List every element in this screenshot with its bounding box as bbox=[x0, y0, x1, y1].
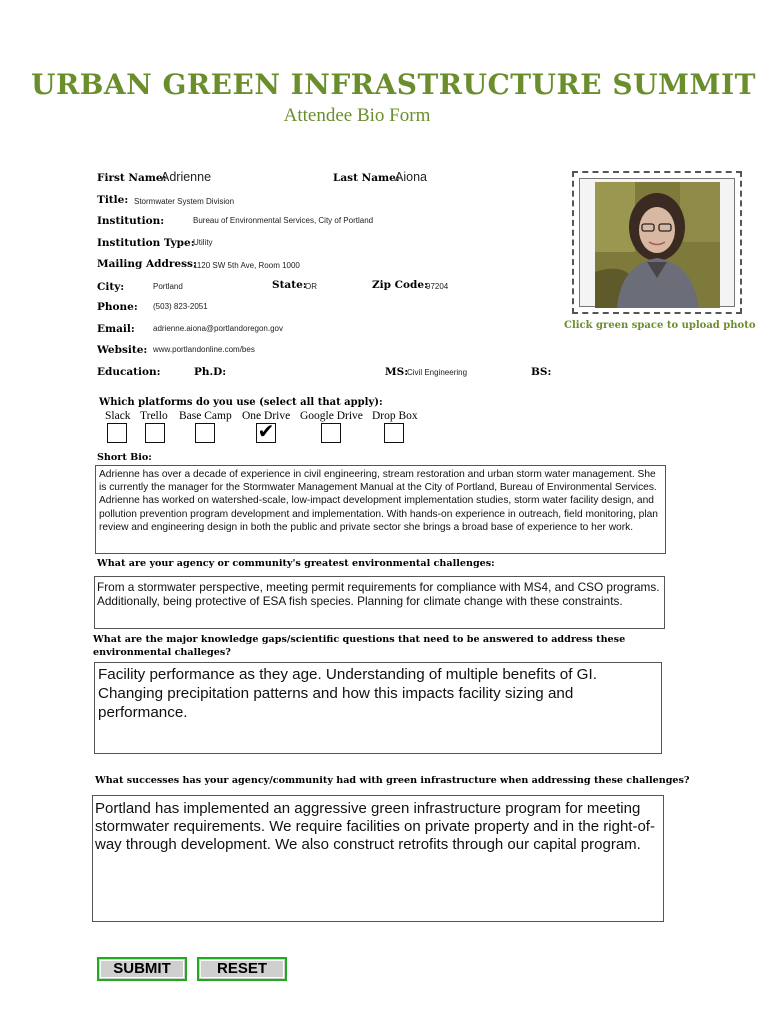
short-bio-label: Short Bio: bbox=[97, 452, 152, 463]
submit-button[interactable]: SUBMIT bbox=[97, 957, 187, 981]
knowledge-gaps-text: Facility performance as they age. Understanding of multiple benefits of GI. Changing precipitation patterns and how this impacts facility sizing and performance. bbox=[98, 666, 597, 721]
page-title: URBAN GREEN INFRASTRUCTURE SUMMIT bbox=[31, 68, 756, 101]
short-bio-text: Adrienne has over a decade of experience in civil engineering, stream restoration and urban storm water management. She is currently the manager for the Stormwater Management Manual at the City of Portland, Bureau of Environmental Services. Adrienne has worked on watershed-scale, low-impact development implementation studies, storm water facility design, and pollution prevention program development and implementation. With hands-on experience in outreach, field monitoring, plan review and engineering design in both the public and private sector she brings a broad base of experience to her work. bbox=[99, 469, 658, 533]
checkbox-trello[interactable] bbox=[145, 423, 165, 443]
attendee-photo bbox=[595, 182, 720, 308]
checkbox-drop-box[interactable] bbox=[384, 423, 404, 443]
phd-label: Ph.D: bbox=[194, 366, 227, 378]
platform-label-google-drive: Google Drive bbox=[300, 410, 363, 422]
checkbox-google-drive[interactable] bbox=[321, 423, 341, 443]
bs-label: BS: bbox=[531, 366, 552, 378]
challenges-textarea[interactable] bbox=[94, 576, 665, 629]
title-field[interactable]: Stormwater System Division bbox=[134, 197, 235, 206]
successes-text: Portland has implemented an aggressive green infrastructure program for meeting stormwater requirements. We require facilities on private property and in the right-of-way through development. We also construct retrofits through our capital program. bbox=[95, 800, 655, 853]
platform-label-base-camp: Base Camp bbox=[179, 410, 232, 422]
checkbox-base-camp[interactable] bbox=[195, 423, 215, 443]
institution-label: Institution: bbox=[97, 215, 165, 227]
first-name-label: First Name: bbox=[97, 172, 167, 184]
city-label: City: bbox=[97, 281, 125, 293]
last-name-label: Last Name: bbox=[333, 172, 400, 184]
platform-label-trello: Trello bbox=[140, 410, 168, 422]
upload-photo-link[interactable]: Click green space to upload photo bbox=[564, 320, 756, 331]
platforms-question: Which platforms do you use (select all that apply): bbox=[99, 397, 383, 408]
zip-field[interactable]: 97204 bbox=[426, 282, 449, 291]
challenges-text: From a stormwater perspective, meeting permit requirements for compliance with MS4, and CSO programs. Additionally, being protective of ESA fish species. Planning for climate change with these constraints. bbox=[97, 580, 660, 608]
page-subtitle: Attendee Bio Form bbox=[283, 105, 431, 126]
website-label: Website: bbox=[97, 344, 148, 356]
reset-button[interactable]: RESET bbox=[197, 957, 287, 981]
education-label: Education: bbox=[97, 366, 161, 378]
institution-type-label: Institution Type: bbox=[97, 237, 195, 249]
ms-label: MS: bbox=[385, 366, 409, 378]
checkbox-slack[interactable] bbox=[107, 423, 127, 443]
challenges-question: What are your agency or community's greatest environmental challenges: bbox=[97, 558, 495, 569]
title-label: Title: bbox=[97, 194, 129, 206]
mailing-address-label: Mailing Address: bbox=[97, 258, 197, 270]
phone-field[interactable]: (503) 823-2051 bbox=[153, 302, 208, 311]
platform-label-one-drive: One Drive bbox=[242, 410, 291, 422]
successes-question: What successes has your agency/community had with green infrastructure when addressing these challenges? bbox=[95, 775, 690, 786]
photo-inner-frame bbox=[579, 178, 735, 307]
institution-field[interactable]: Bureau of Environmental Services, City of Portland bbox=[193, 216, 374, 225]
platform-label-drop-box: Drop Box bbox=[372, 410, 418, 422]
email-field[interactable]: adrienne.aiona@portlandoregon.gov bbox=[153, 324, 283, 333]
checkmark-icon: ✔ bbox=[257, 421, 275, 443]
institution-type-field[interactable]: Utility bbox=[193, 238, 213, 247]
photo-upload-area[interactable] bbox=[572, 171, 742, 314]
last-name-field[interactable]: Aiona bbox=[395, 170, 427, 184]
first-name-field[interactable]: Adrienne bbox=[161, 170, 212, 184]
city-field[interactable]: Portland bbox=[153, 282, 183, 291]
knowledge-gaps-question: What are the major knowledge gaps/scientific questions that need to be answered to address these environmental challeges? bbox=[93, 634, 626, 658]
zip-label: Zip Code: bbox=[372, 279, 428, 291]
mailing-address-field[interactable]: 1120 SW 5th Ave, Room 1000 bbox=[193, 261, 300, 270]
knowledge-gaps-textarea[interactable] bbox=[94, 662, 662, 754]
platform-label-slack: Slack bbox=[105, 410, 131, 422]
state-field[interactable]: OR bbox=[305, 282, 317, 291]
ms-field[interactable]: Civil Engineering bbox=[407, 368, 468, 377]
successes-textarea[interactable] bbox=[92, 795, 664, 922]
state-label: State: bbox=[272, 279, 307, 291]
email-label: Email: bbox=[97, 323, 135, 335]
short-bio-textarea[interactable] bbox=[95, 465, 666, 554]
website-field[interactable]: www.portlandonline.com/bes bbox=[153, 345, 255, 354]
checkbox-one-drive[interactable] bbox=[256, 423, 276, 443]
phone-label: Phone: bbox=[97, 301, 138, 313]
